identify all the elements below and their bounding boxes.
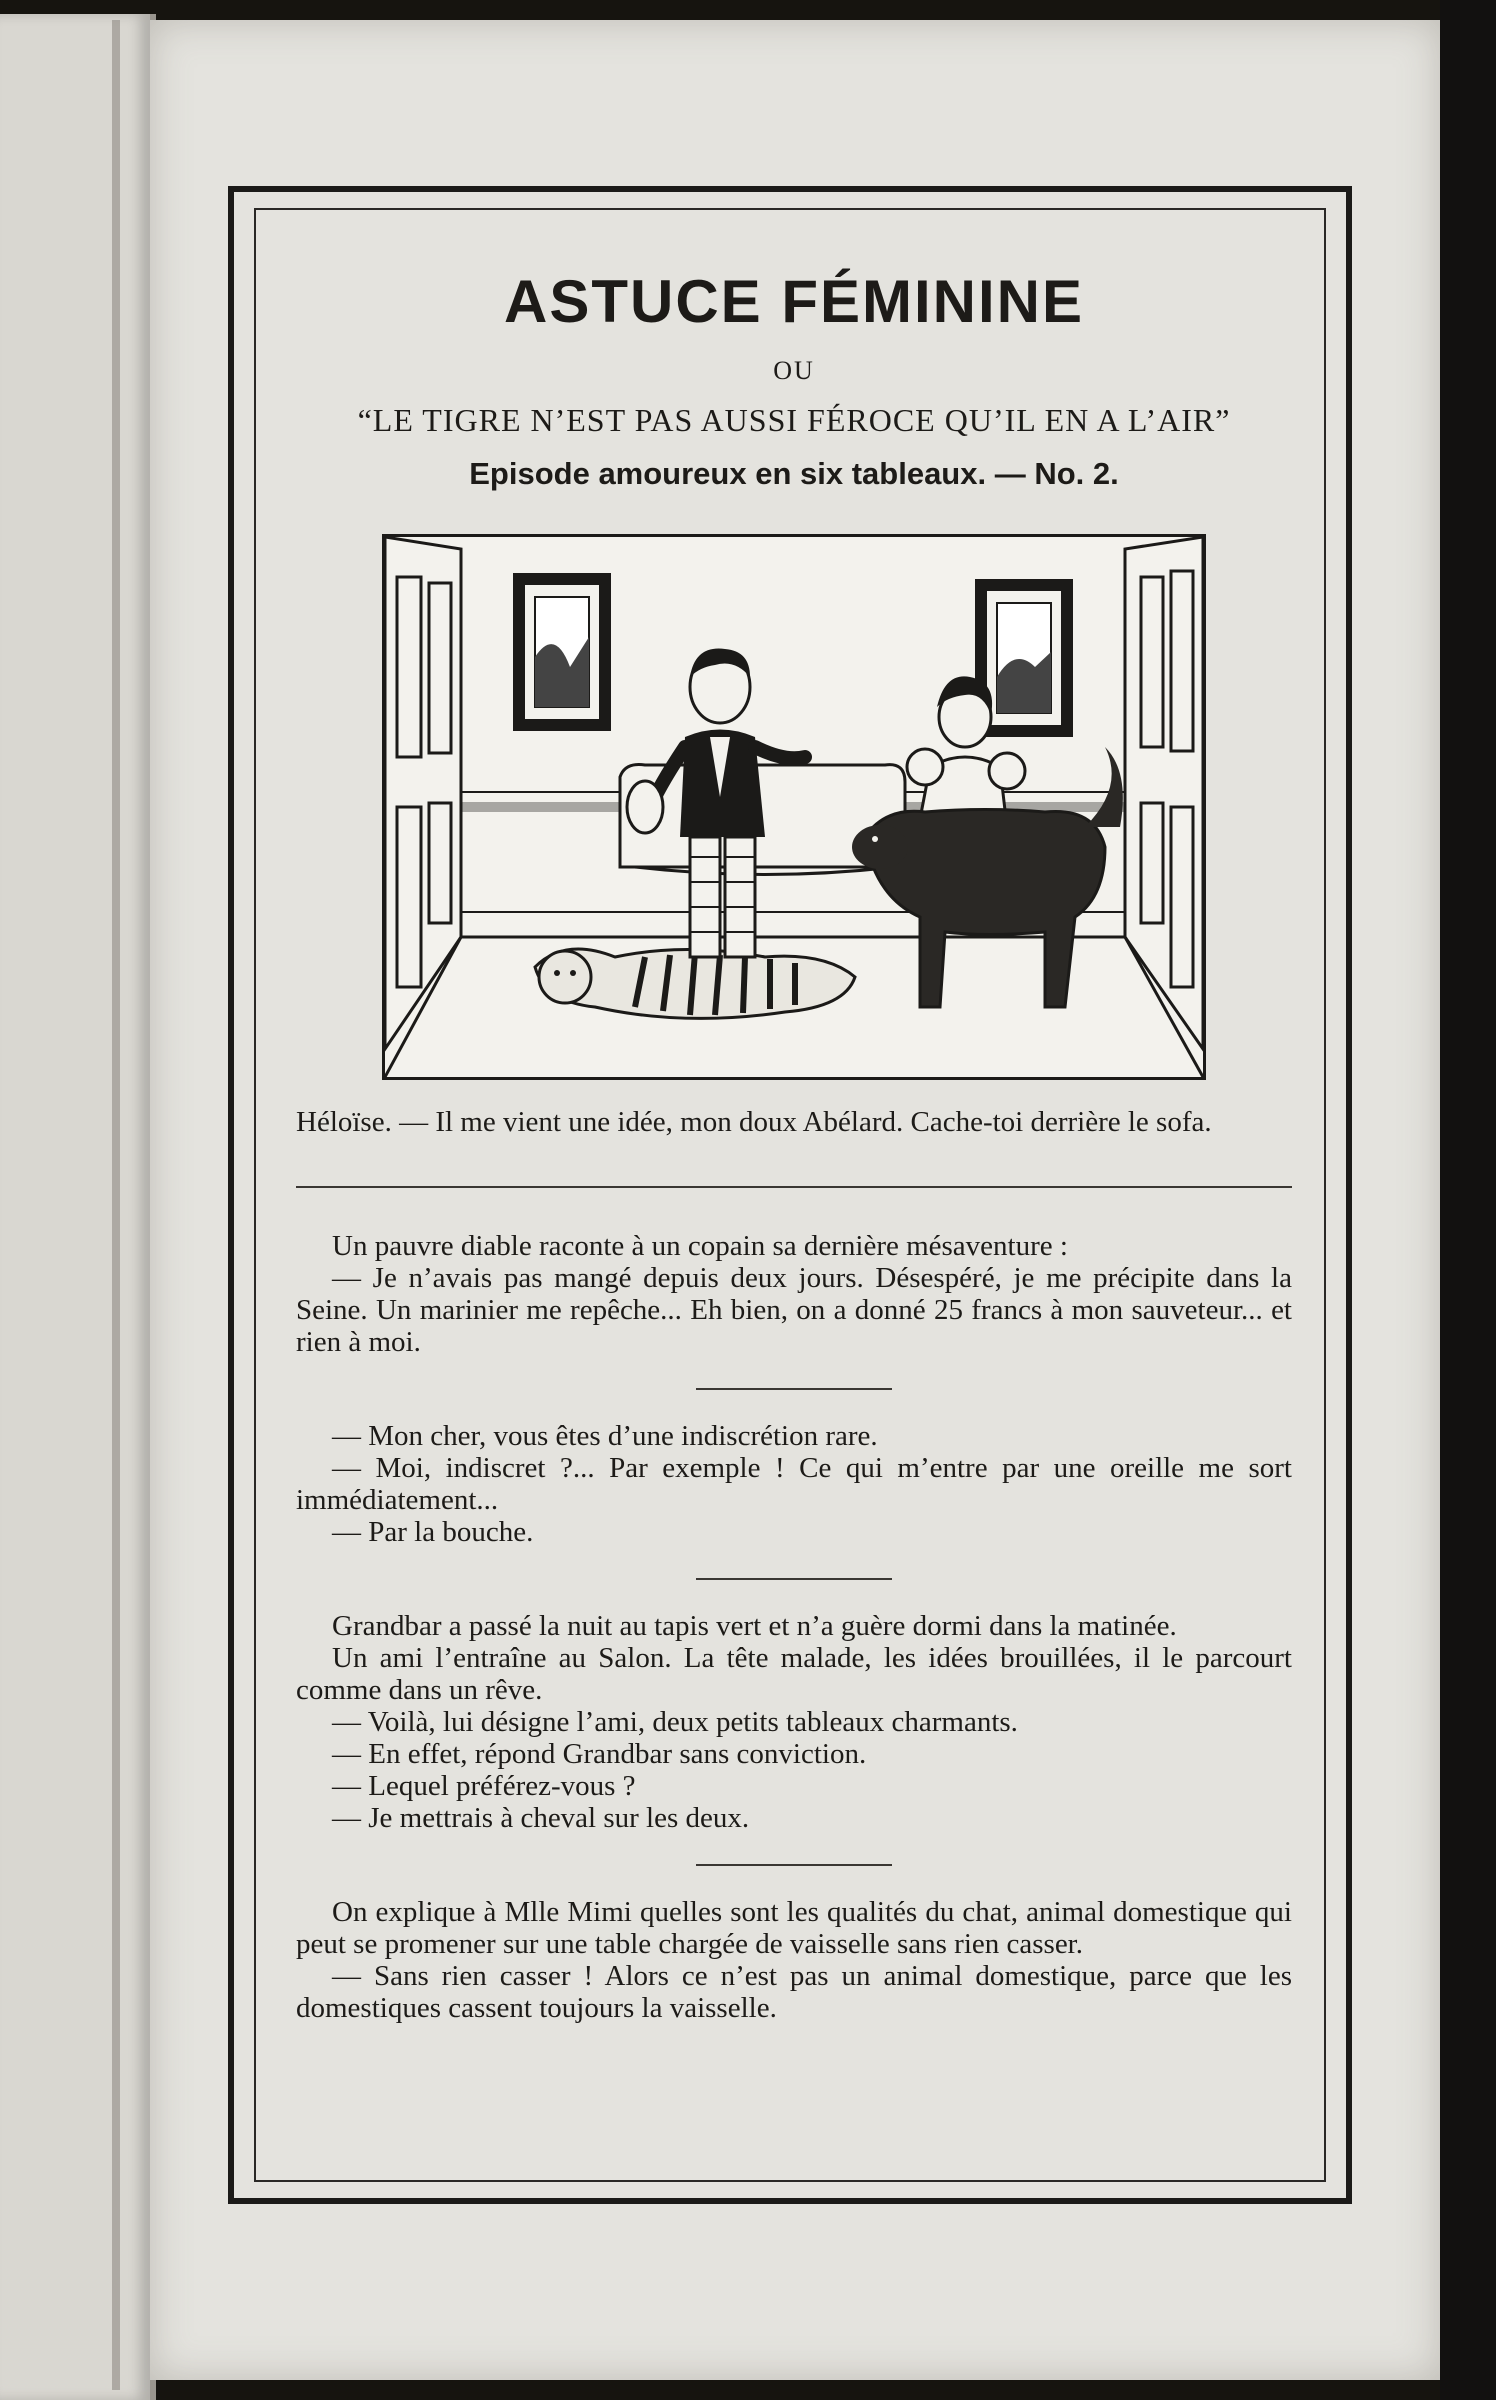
anecdote-line: — Moi, indiscret ?... Par exemple ! Ce qui m’entre par une oreille me sort immédiatement... — [296, 1452, 1292, 1516]
book-spine — [0, 14, 156, 2400]
anecdote-line: Un pauvre diable raconte à un copain sa dernière mésaventure : — [332, 1230, 1068, 1262]
anecdote-2 — [296, 1420, 1292, 1548]
anecdote-line: — Lequel préférez-vous ? — [332, 1770, 636, 1802]
page-content — [296, 268, 1292, 2024]
anecdote-line: — Sans rien casser ! Alors ce n’est pas un animal domestique, parce que les domestiques cassent toujours la vaisselle. — [296, 1960, 1292, 2024]
anecdote-separator — [696, 1864, 892, 1866]
anecdote-line: Grandbar a passé la nuit au tapis vert et n’a guère dormi dans la matinée. — [332, 1610, 1177, 1642]
anecdote-line: — Par la bouche. — [332, 1516, 534, 1548]
episode-line: Episode amoureux en six tableaux. — No. 2. — [469, 456, 1119, 491]
page-title: ASTUCE FÉMININE — [503, 268, 1085, 335]
page-subtitle: “LE TIGRE N’EST PAS AUSSI FÉROCE QU’IL EN A L’AIR” — [357, 402, 1231, 438]
anecdote-line: On explique à Mlle Mimi quelles sont les qualités du chat, animal domestique qui peut se promener sur une table chargée de vaisselle sans rien casser. — [296, 1896, 1292, 1960]
section-divider — [296, 1186, 1292, 1188]
anecdote-line: — Mon cher, vous êtes d’une indiscrétion rare. — [332, 1420, 878, 1452]
anecdote-4 — [296, 1896, 1292, 2024]
illustration — [382, 534, 1206, 1080]
anecdote-1 — [296, 1230, 1292, 1358]
spine-edge — [112, 20, 120, 2390]
anecdote-line: — En effet, répond Grandbar sans conviction. — [332, 1738, 867, 1770]
page-frame — [228, 186, 1352, 2204]
anecdote-line: — Je n’avais pas mangé depuis deux jours. Désespéré, je me précipite dans la Seine. Un marinier me repêche... Eh bien, on a donné 25 francs à mon sauveteur... et rien à moi. — [296, 1262, 1292, 1358]
anecdote-3 — [296, 1610, 1292, 1834]
anecdote-line: — Voilà, lui désigne l’ami, deux petits tableaux charmants. — [332, 1706, 1018, 1738]
illustration-drawing — [385, 537, 1203, 1077]
scan-background — [1440, 0, 1496, 2400]
anecdote-line: — Je mettrais à cheval sur les deux. — [332, 1802, 750, 1834]
title-connector: OU — [773, 356, 815, 385]
anecdote-separator — [696, 1388, 892, 1390]
left-picture — [513, 573, 611, 731]
anecdote-separator — [696, 1578, 892, 1580]
illustration-caption: Héloïse. — Il me vient une idée, mon doux Abélard. Cache-toi derrière le sofa. — [296, 1106, 1212, 1138]
anecdote-line: Un ami l’entraîne au Salon. La tête malade, les idées brouillées, il le parcourt comme dans un rêve. — [296, 1642, 1292, 1706]
